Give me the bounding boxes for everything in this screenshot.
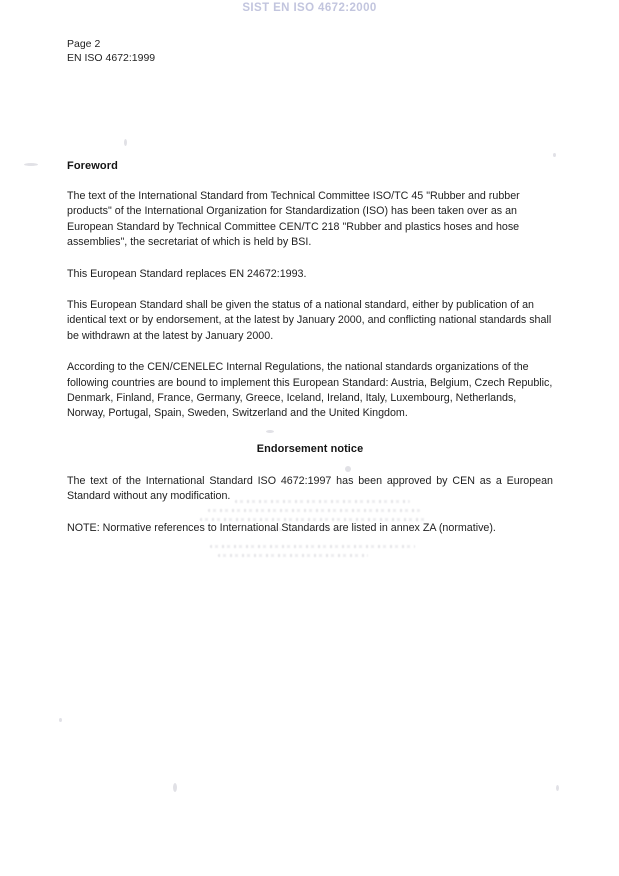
scan-speck [59, 718, 62, 722]
foreword-paragraph-3: This European Standard shall be given the status of a national standard, either by publication of an identical text or by endorsement, at the latest by January 2000, and conflicting national standards shall be withdrawn at the latest by January 2000. [67, 299, 552, 342]
scan-speck [124, 139, 127, 146]
scan-speck [553, 153, 556, 157]
endorsement-notice-heading: Endorsement notice [256, 442, 364, 455]
document-body [67, 160, 553, 536]
endorsement-note: NOTE: Normative references to International Standards are listed in annex ZA (normative). [67, 521, 496, 534]
foreword-heading: Foreword [67, 160, 118, 172]
scan-speck [24, 163, 38, 166]
foreword-paragraph-4: According to the CEN/CENELEC Internal Regulations, the national standards organizations of the following countries are bound to implement this European Standard: Austria, Belgium, Czech Republic, Denmark, Finland, France, Germany, Greece, Iceland, Ireland, Italy, Luxembourg, Netherlands, Norway, Portugal, Spain, Sweden, Switzerland and the United Kingdom. [67, 361, 553, 420]
endorsement-paragraph: The text of the International Standard ISO 4672:1997 has been approved by CEN as a European Standard without any modification. [67, 474, 553, 503]
foreword-paragraph-1: The text of the International Standard from Technical Committee ISO/TC 45 "Rubber and rubber products" of the International Organization for Standardization (ISO) has been taken over as an European Standard by Technical Committee CEN/TC 218 "Rubber and plastics hoses and hose assemblies", the secretariat of which is held by BSI. [67, 190, 520, 249]
scan-speck [173, 783, 177, 792]
standard-reference-label: EN ISO 4672:1999 [67, 51, 156, 64]
page-header [67, 38, 155, 65]
page-number-label: Page 2 [67, 38, 101, 50]
foreword-paragraph-2: This European Standard replaces EN 24672:1993. [67, 267, 307, 280]
watermark-header: SIST EN ISO 4672:2000 [242, 2, 377, 14]
scan-speck [556, 785, 559, 791]
